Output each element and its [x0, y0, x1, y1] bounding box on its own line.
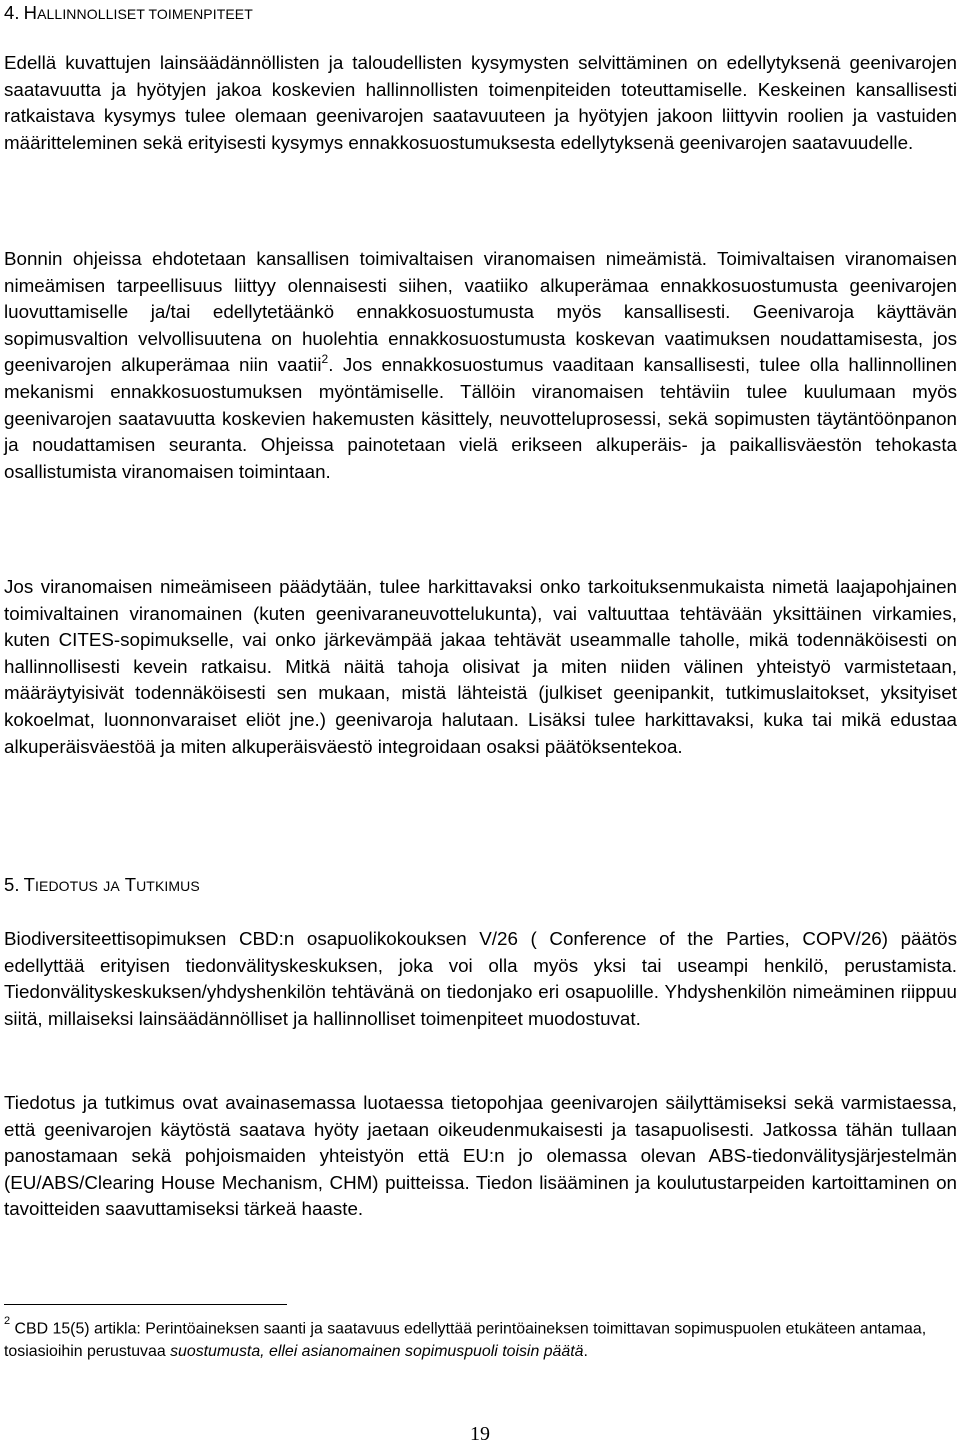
- paragraph-2-text-a: Bonnin ohjeissa ehdotetaan kansallisen toimivaltaisen viranomaisen nimeämistä. Toimivaltaisen viranomaisen nimeämisen tarpeellisuus liittyy olennaisesti siihen, vaatiiko alkuperämaa ennakkosuostumusta geenivarojen luovuttamiselle ja/tai edellytetäänkö ennakkosuostumusta myös kansallisesti. Geenivaroja käyttävän sopimusvaltion velvollisuutena on huolehtia ennakkosuostumusta koskevan vaatimuksen noudattamisesta, jos geenivarojen alkuperämaa niin vaatii: [4, 248, 957, 376]
- section-5-heading: [4, 872, 200, 899]
- paragraph-1: Edellä kuvattujen lainsäädännöllisten ja taloudellisten kysymysten selvittäminen on edellytyksenä geenivarojen saatavuutta ja hyötyjen jakoa koskevien hallinnollisten toimenpiteiden toteuttamiselle. Keskeinen kansallisesti ratkaistava kysymys tulee olemaan geenivarojen saatavuuteen ja hyötyjen jakoon liittyvin roolien ja vastuiden määritteleminen sekä erityisesti kysymys ennakkosuostumuksesta edellytyksenä geenivarojen saatavuudelle.: [4, 52, 957, 153]
- section-title-initial: T: [23, 874, 36, 895]
- section-title-initial-2: T: [124, 874, 137, 895]
- footnote-reference: 2: [321, 352, 329, 367]
- footnote-number: 2: [4, 1315, 11, 1327]
- paragraph-4: Biodiversiteettisopimuksen CBD:n osapuolikokouksen V/26 ( Conference of the Parties, COPV/26) päätös edellyttää erityisen tiedonvälityskeskuksen, joka voi olla myös yksi tai useampi henkilö, perustamista. Tiedonvälityskeskuksen/yhdyshenkilön tehtävänä on tiedonjako eri osapuolille. Yhdyshenkilön nimeäminen riippuu siitä, millaiseksi lainsäädännölliset ja hallinnolliset toimenpiteet muodostuvat.: [4, 928, 957, 1029]
- section-title-rest: IEDOTUS: [35, 878, 98, 894]
- section-number: 4.: [4, 2, 20, 23]
- paragraph-2-text-b: . Jos ennakkosuostumus vaaditaan kansallisesti, tulee olla hallinnollinen mekanismi ennakkosuostumuksen myöntämiselle. Tällöin viranomaisen tehtäviin tulee kuulumaan myös geenivarojen saatavuutta koskevien hakemusten käsittely, neuvotteluprosessi, sekä sopimusten täytäntöönpanon ja noudattamisen seuranta. Ohjeissa painotetaan vielä erikseen alkuperäis- ja paikallisväestön tehokasta osallistumista viranomaisen toimintaan.: [4, 354, 957, 482]
- section-number: 5.: [4, 874, 20, 895]
- section-title-initial: H: [23, 2, 38, 23]
- section-4-heading: [4, 0, 253, 27]
- footnote-text: CBD 15(5) artikla: Perintöaineksen saanti ja saatavuus edellyttää perintöaineksen toimittavan sopimuspuolen etukäteen antamaa, tosiasioihin perustuvaa: [4, 1320, 927, 1361]
- section-title-rest: ALLINNOLLISET TOIMENPITEET: [37, 6, 253, 22]
- page-number: 19: [470, 1423, 490, 1445]
- section-title-conjunction: JA: [103, 878, 120, 894]
- paragraph-5: Tiedotus ja tutkimus ovat avainasemassa luotaessa tietopohjaa geenivarojen säilyttämiseksi sekä varmistaessa, että geenivarojen käytöstä saatava hyöty jaetaan oikeudenmukaisesti ja tasapuolisesti. Jatkossa tähän tullaan panostamaan sekä pohjoismaiden yhteistyön että EU:n jo olemassa olevan ABS-tiedonvälitysjärjestelmän (EU/ABS/Clearing House Mechanism, CHM) puitteissa. Tiedon lisääminen ja koulutustarpeiden kartoittaminen on tavoitteiden saavuttamiseksi tärkeä haaste.: [4, 1092, 957, 1220]
- footnote-end: .: [583, 1343, 588, 1361]
- paragraph-3: Jos viranomaisen nimeämiseen päädytään, tulee harkittavaksi onko tarkoituksenmukaista nimetä laajapohjainen toimivaltainen viranomainen (kuten geenivaraneuvottelukunta), vai valtuuttaa tehtävään yksittäinen virkamies, kuten CITES-sopimukselle, vai onko järkevämpää jakaa tehtävät useammalle taholle, mikä todennäköisesti on hallinnollisesti kevein ratkaisu. Mitkä näitä tahoja olisivat ja miten niiden välinen yhteistyö varmistetaan, määräytyisivät todennäköisesti sen mukaan, mistä lähteistä (julkiset geenipankit, tutkimuslaitokset, yksityiset kokoelmat, luonnonvaraiset eliöt jne.) geenivaroja halutaan. Lisäksi tulee harkittavaksi, kuka tai mikä edustaa alkuperäisväestöä ja miten alkuperäisväestö integroidaan osaksi päätöksentekoa.: [4, 576, 957, 757]
- section-title-rest-2: UTKIMUS: [136, 878, 200, 894]
- footnote-italic-text: suostumusta, ellei asianomainen sopimuspuoli toisin päätä: [170, 1343, 584, 1361]
- footnote-separator: [4, 1304, 287, 1305]
- paragraph-2: [4, 246, 957, 485]
- footnote: [4, 1313, 949, 1363]
